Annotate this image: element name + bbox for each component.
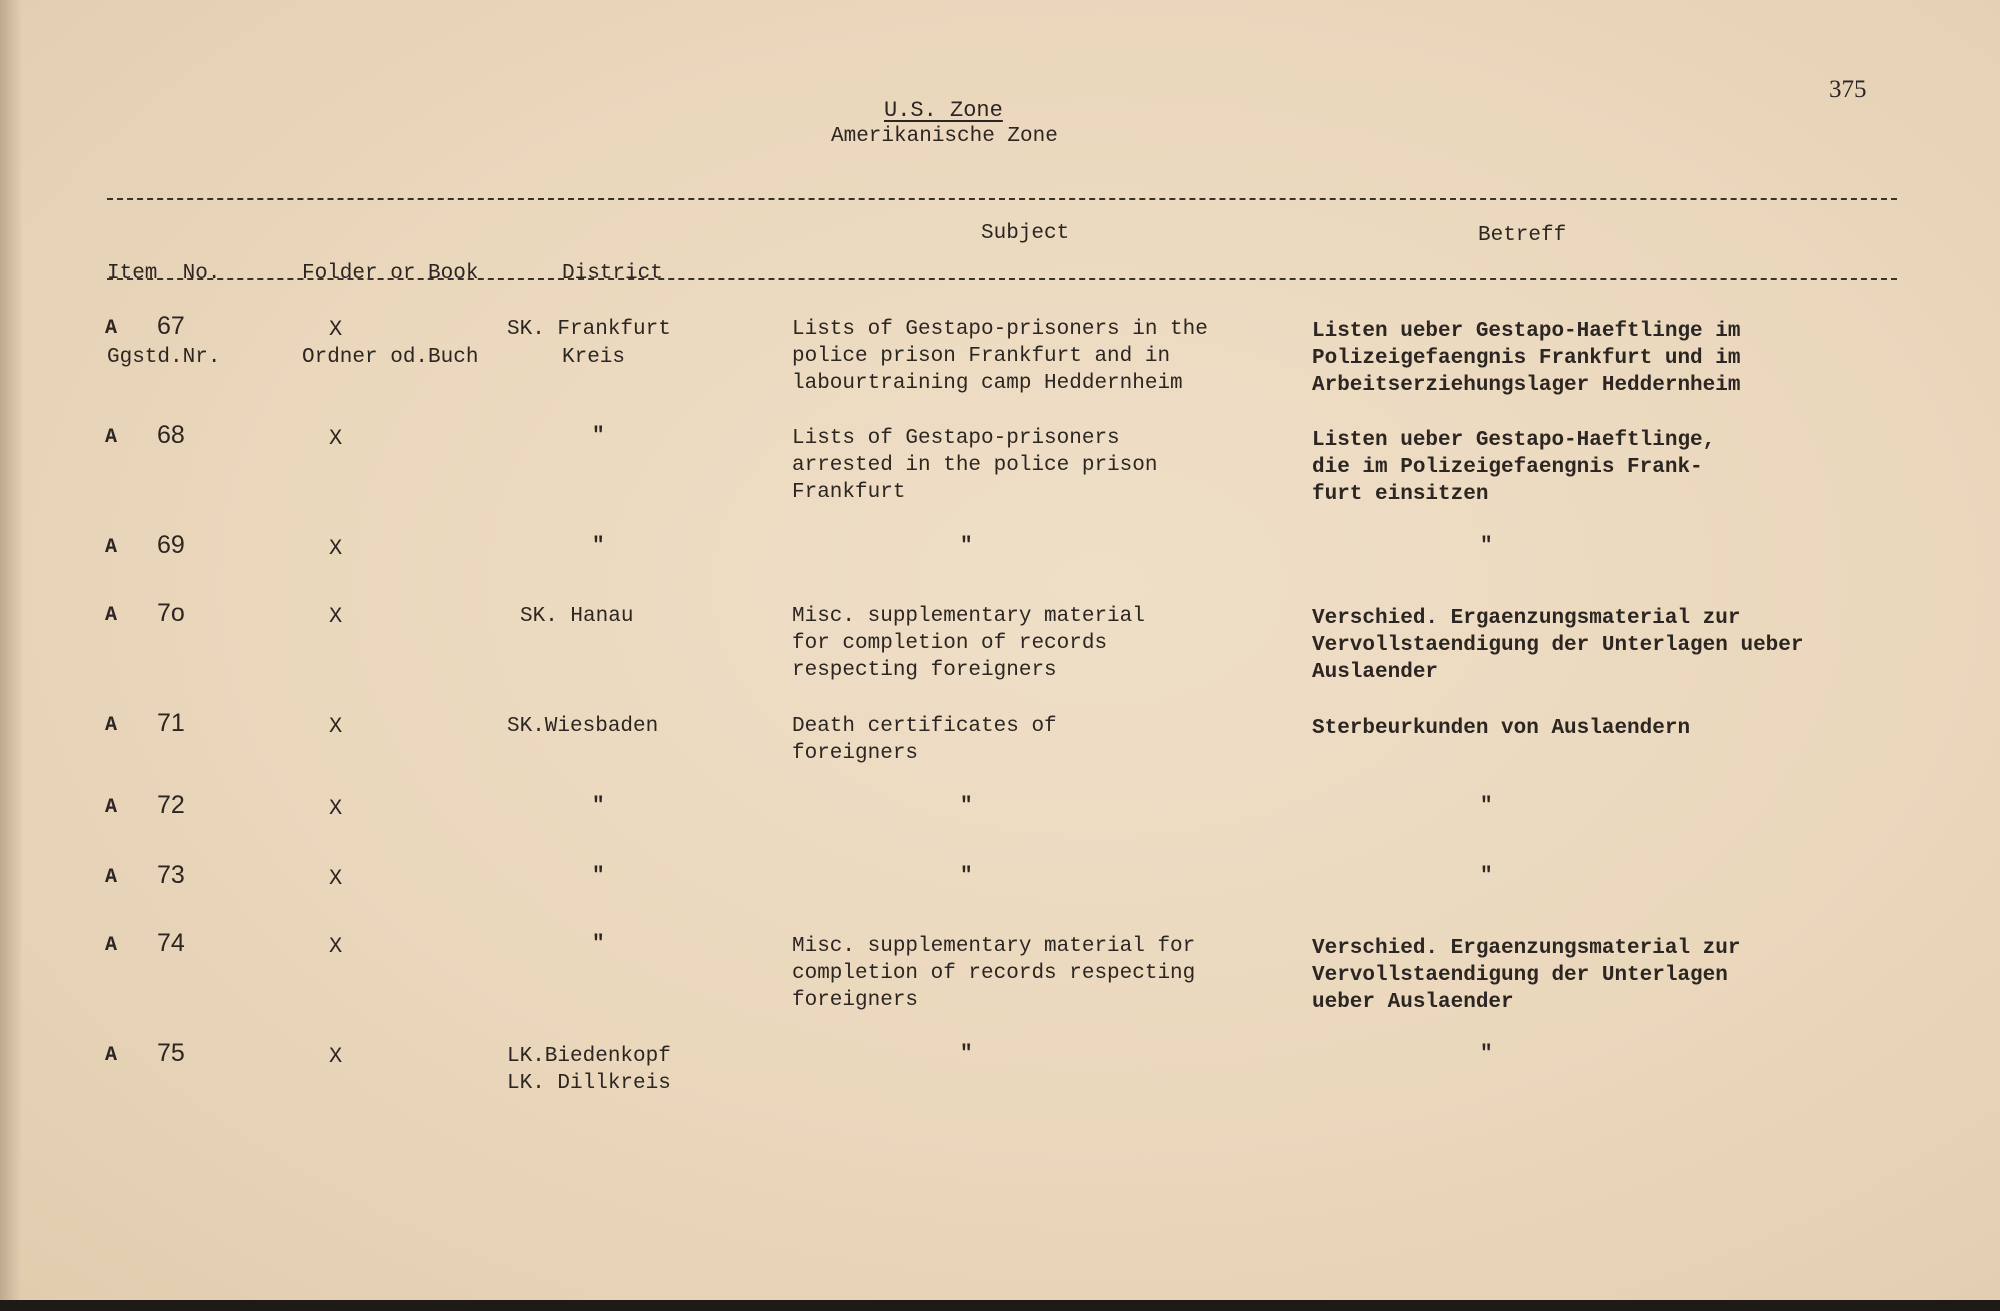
district-cell bbox=[507, 316, 671, 343]
header-folder-line1: Folder or Book bbox=[302, 262, 479, 285]
district-ditto: " bbox=[592, 425, 605, 448]
subject-cell-line: police prison Frankfurt and in bbox=[792, 345, 1171, 368]
item-number: 7o bbox=[157, 599, 185, 627]
header-folder-line2: Ordner od.Buch bbox=[302, 346, 479, 369]
folder-mark: X bbox=[329, 426, 343, 451]
item-prefix: A bbox=[105, 796, 118, 819]
betreff-cell-line: Vervollstaendigung der Unterlagen ueber bbox=[1312, 634, 1804, 657]
betreff-cell bbox=[1312, 605, 1803, 686]
subject-cell-line: Frankfurt bbox=[792, 481, 906, 504]
item-number: 72 bbox=[157, 791, 185, 819]
subject-cell-line: completion of records respecting bbox=[792, 962, 1196, 985]
item-number: 74 bbox=[157, 929, 185, 957]
item-number: 69 bbox=[157, 531, 185, 559]
header-top-rule bbox=[107, 198, 1897, 200]
district-ditto: " bbox=[592, 535, 605, 558]
folder-mark: X bbox=[329, 536, 343, 561]
betreff-cell bbox=[1312, 715, 1690, 742]
folder-mark: X bbox=[329, 796, 343, 821]
betreff-cell-line: Verschied. Ergaenzungsmaterial zur bbox=[1312, 937, 1741, 960]
header-district-line2: Kreis bbox=[562, 346, 626, 369]
subject-cell bbox=[792, 425, 1157, 506]
item-number: 67 bbox=[157, 312, 185, 340]
subject-cell-line: respecting foreigners bbox=[792, 659, 1057, 682]
betreff-ditto: " bbox=[1480, 795, 1493, 818]
subject-ditto: " bbox=[960, 795, 973, 818]
item-number: 71 bbox=[157, 709, 185, 737]
item-number: 75 bbox=[157, 1039, 185, 1067]
item-prefix: A bbox=[105, 426, 118, 449]
betreff-cell bbox=[1312, 318, 1740, 399]
page-subtitle: Amerikanische Zone bbox=[831, 125, 1058, 148]
header-subject: Subject bbox=[981, 222, 1070, 245]
page-bottom-edge bbox=[0, 1300, 2000, 1311]
item-prefix: A bbox=[105, 317, 118, 340]
district-ditto: " bbox=[592, 933, 605, 956]
betreff-cell-line: Polizeigefaengnis Frankfurt und im bbox=[1312, 347, 1741, 370]
betreff-cell-line: ueber Auslaender bbox=[1312, 991, 1514, 1014]
district-ditto: " bbox=[592, 795, 605, 818]
betreff-cell-line: Auslaender bbox=[1312, 661, 1439, 684]
subject-cell-line: Misc. supplementary material bbox=[792, 605, 1145, 628]
district-cell bbox=[507, 713, 658, 740]
betreff-cell-line: Arbeitserziehungslager Heddernheim bbox=[1312, 374, 1741, 397]
subject-cell-line: for completion of records bbox=[792, 632, 1108, 655]
binding-spine bbox=[0, 0, 22, 1300]
item-prefix: A bbox=[105, 1044, 118, 1067]
item-prefix: A bbox=[105, 604, 118, 627]
header-folder bbox=[302, 204, 478, 428]
subject-cell bbox=[792, 713, 1057, 767]
subject-cell-line: foreigners bbox=[792, 742, 919, 765]
subject-cell-line: Misc. supplementary material for bbox=[792, 935, 1196, 958]
subject-cell bbox=[792, 933, 1195, 1014]
subject-cell-line: Lists of Gestapo-prisoners bbox=[792, 427, 1120, 450]
subject-cell-line: labourtraining camp Heddernheim bbox=[792, 372, 1183, 395]
betreff-ditto: " bbox=[1480, 865, 1493, 888]
betreff-cell bbox=[1312, 935, 1740, 1016]
district-cell-line: LK. Dillkreis bbox=[507, 1072, 671, 1095]
betreff-cell-line: die im Polizeigefaengnis Frank- bbox=[1312, 456, 1703, 479]
item-prefix: A bbox=[105, 536, 118, 559]
subject-ditto: " bbox=[960, 865, 973, 888]
betreff-cell-line: Sterbeurkunden von Auslaendern bbox=[1312, 717, 1691, 740]
district-cell-line: SK. Hanau bbox=[520, 605, 634, 628]
folder-mark: X bbox=[329, 866, 343, 891]
item-prefix: A bbox=[105, 714, 118, 737]
betreff-cell-line: Verschied. Ergaenzungsmaterial zur bbox=[1312, 607, 1741, 630]
subject-cell-line: Lists of Gestapo-prisoners in the bbox=[792, 318, 1208, 341]
betreff-cell-line: Listen ueber Gestapo-Haeftlinge, bbox=[1312, 429, 1716, 452]
folder-mark: X bbox=[329, 604, 343, 629]
subject-cell-line: arrested in the police prison bbox=[792, 454, 1158, 477]
folder-mark: X bbox=[329, 714, 343, 739]
subject-cell bbox=[792, 603, 1145, 684]
folder-mark: X bbox=[329, 934, 343, 959]
item-number: 68 bbox=[157, 421, 185, 449]
betreff-cell-line: Vervollstaendigung der Unterlagen bbox=[1312, 964, 1728, 987]
betreff-cell bbox=[1312, 427, 1715, 508]
item-prefix: A bbox=[105, 934, 118, 957]
district-cell bbox=[520, 603, 633, 630]
district-cell bbox=[507, 1043, 671, 1097]
district-ditto: " bbox=[592, 865, 605, 888]
folder-mark: X bbox=[329, 1044, 343, 1069]
betreff-ditto: " bbox=[1480, 1043, 1493, 1066]
betreff-cell-line: Listen ueber Gestapo-Haeftlinge im bbox=[1312, 320, 1741, 343]
subject-cell-line: foreigners bbox=[792, 989, 919, 1012]
item-number: 73 bbox=[157, 861, 185, 889]
header-item-line2: Ggstd.Nr. bbox=[107, 346, 221, 369]
page-title: U.S. Zone bbox=[884, 98, 1003, 123]
subject-cell-line: Death certificates of bbox=[792, 715, 1057, 738]
district-cell-line: LK.Biedenkopf bbox=[507, 1045, 671, 1068]
betreff-ditto: " bbox=[1480, 535, 1493, 558]
header-betreff: Betreff bbox=[1478, 224, 1567, 247]
header-item-line1: Item No. bbox=[107, 262, 221, 285]
subject-ditto: " bbox=[960, 535, 973, 558]
folder-mark: X bbox=[329, 317, 343, 342]
subject-ditto: " bbox=[960, 1043, 973, 1066]
header-bottom-rule bbox=[107, 278, 1897, 280]
district-cell-line: SK.Wiesbaden bbox=[507, 715, 659, 738]
betreff-cell-line: furt einsitzen bbox=[1312, 483, 1489, 506]
subject-cell bbox=[792, 316, 1208, 397]
district-cell-line: SK. Frankfurt bbox=[507, 318, 671, 341]
header-district-line1: District bbox=[562, 262, 663, 285]
page-number: 375 bbox=[1829, 76, 1867, 103]
item-prefix: A bbox=[105, 866, 118, 889]
